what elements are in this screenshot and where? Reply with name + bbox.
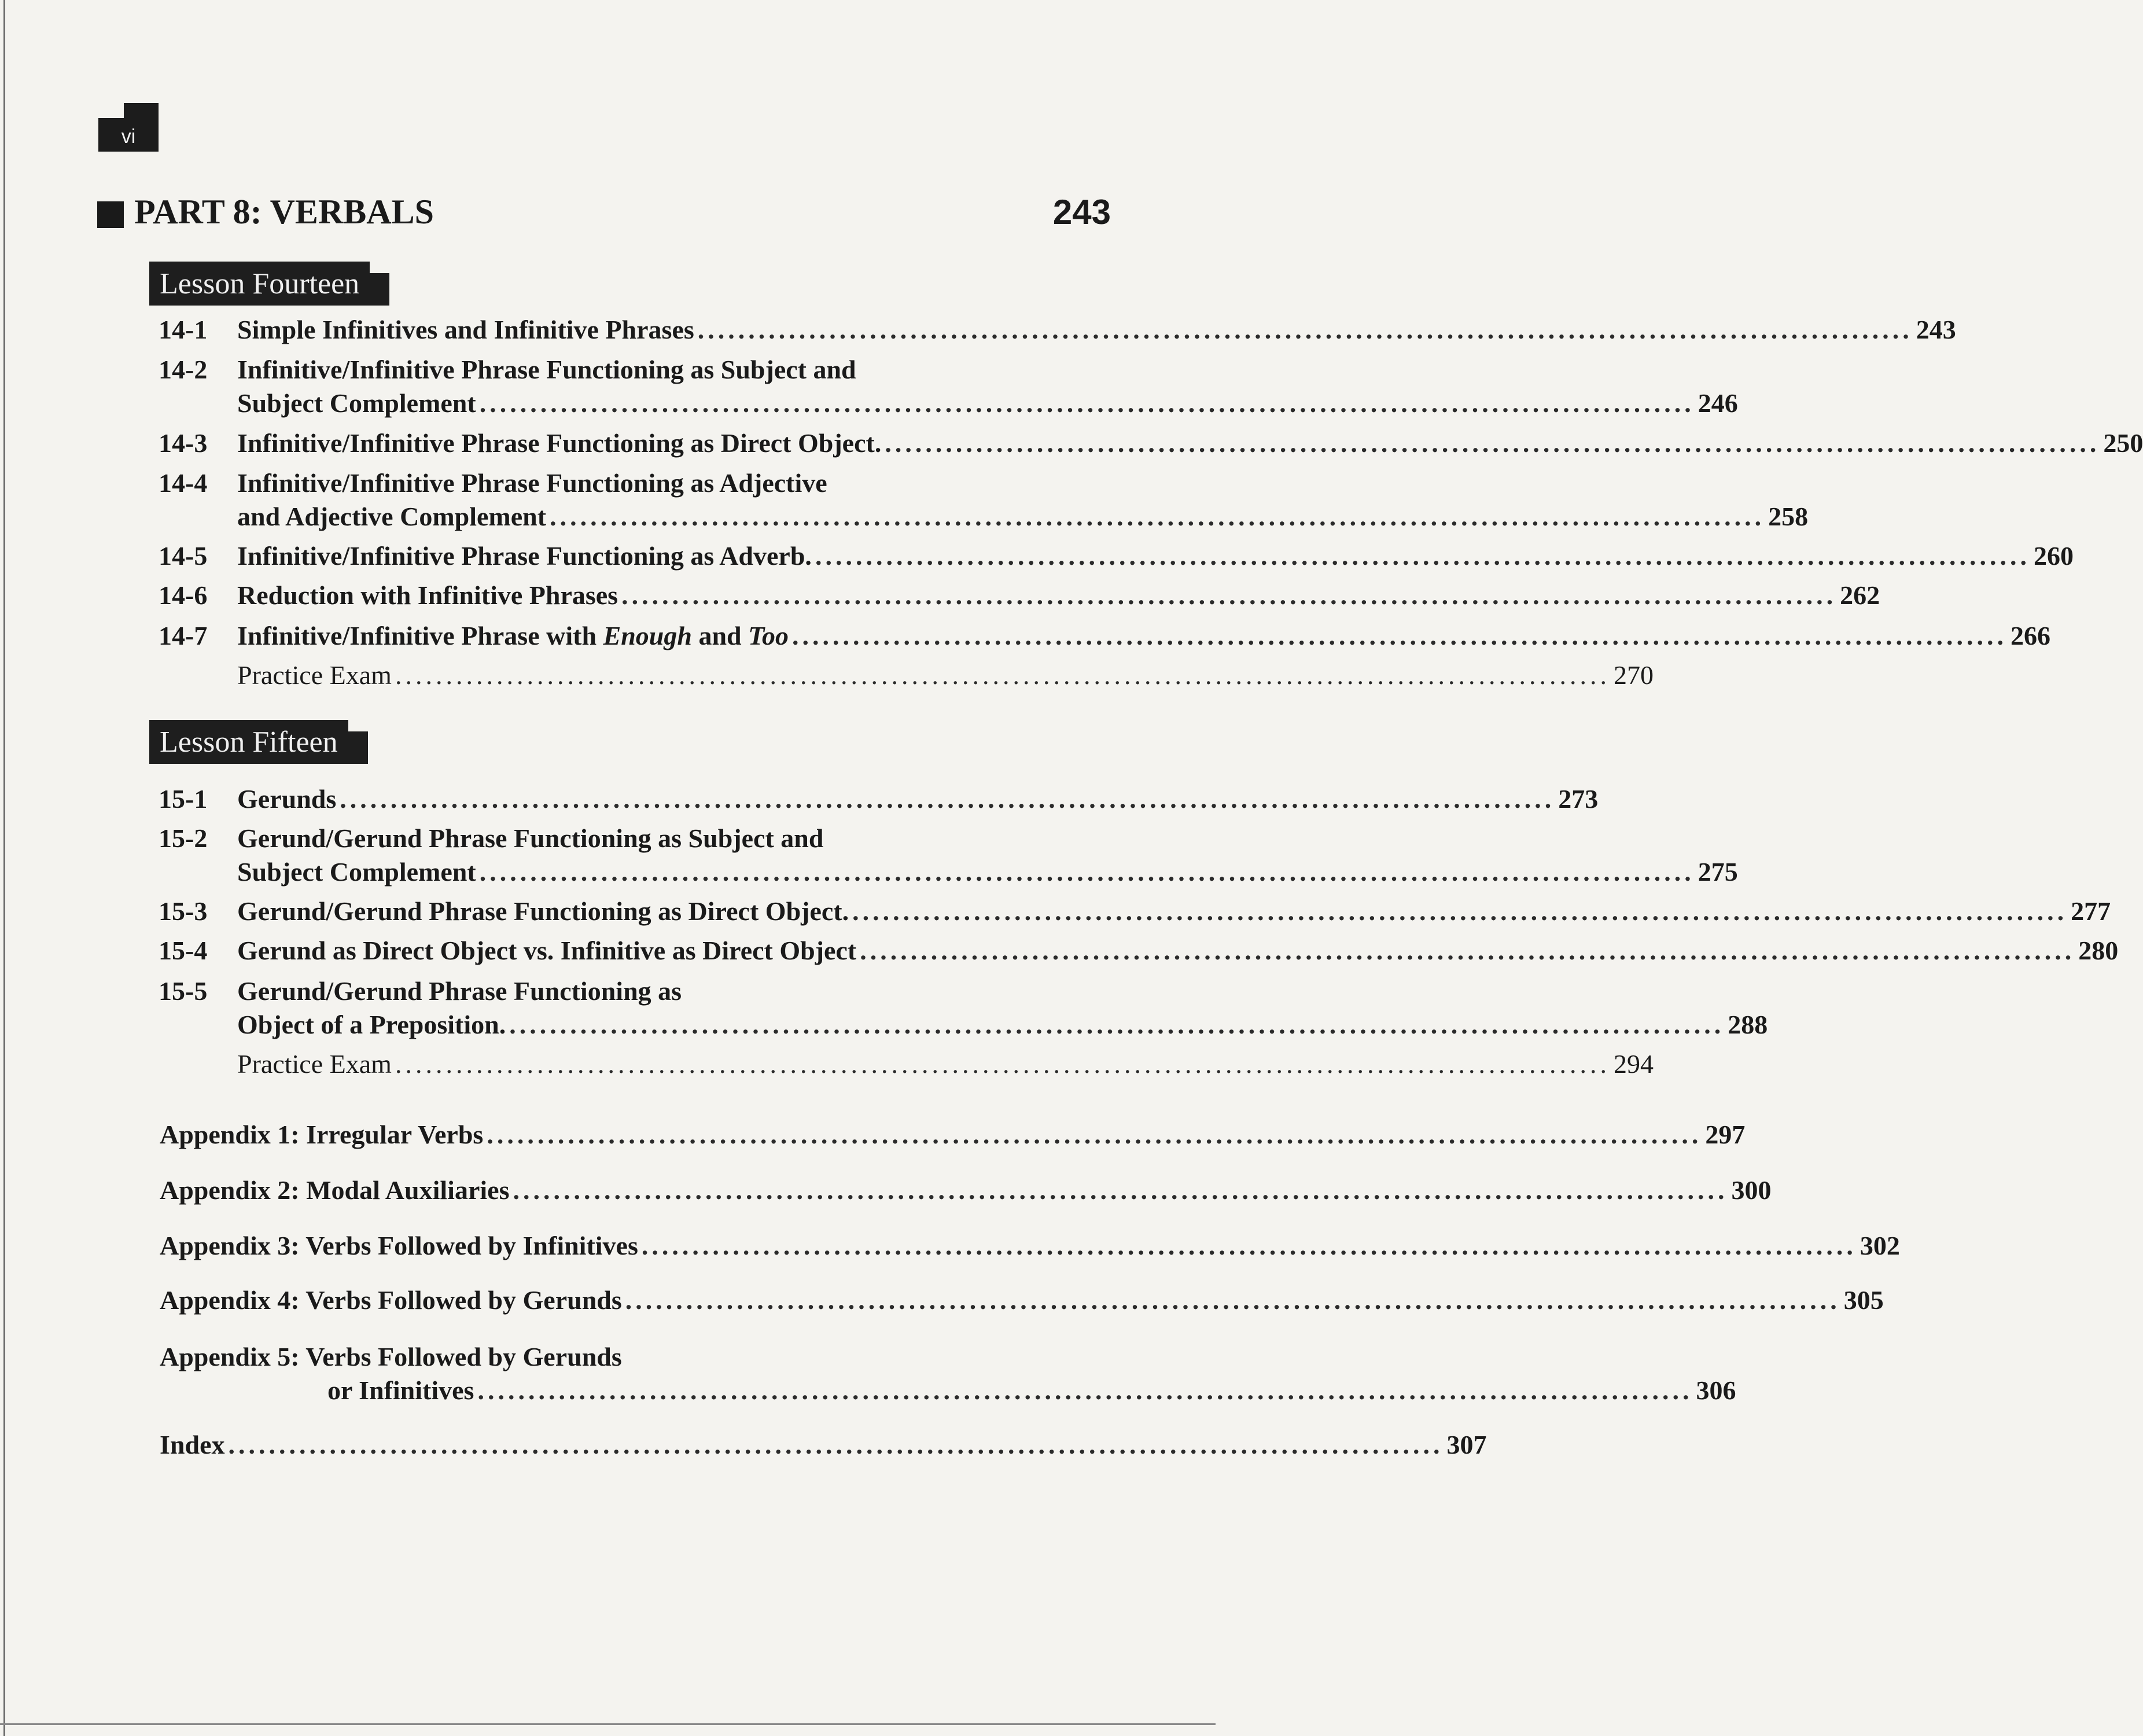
entry-title-emphasis: Enough: [603, 621, 692, 650]
dot-leader: ........................................................................................................................: [625, 1285, 1840, 1315]
dot-leader: ........................................................................................................................: [885, 428, 2100, 458]
appendix-page: 305: [1843, 1285, 1884, 1315]
entry-title-continued: Subject Complement: [237, 857, 476, 887]
entry-title: Gerund as Direct Object vs. Infinitive as Direct Object: [237, 936, 857, 965]
dot-leader: ........................................................................................................................: [395, 660, 1610, 690]
entry-title: Infinitive/Infinitive Phrase Functioning as Subject and: [237, 355, 856, 384]
dot-leader: ........................................................................................................................: [860, 936, 2075, 965]
dot-leader: ........................................................................................................................: [340, 784, 1555, 814]
entry-number: 14-2: [159, 355, 208, 384]
dot-leader: ........................................................................................................................: [513, 1175, 1728, 1205]
appendix-page: 300: [1731, 1175, 1772, 1205]
lesson-heading: [149, 720, 348, 764]
entry-page: 277: [2071, 896, 2111, 926]
entry-title: [237, 619, 789, 653]
entry-number: 14-1: [159, 315, 208, 344]
dot-leader: ........................................................................................................................: [479, 388, 1695, 418]
entry-title: Simple Infinitives and Infinitive Phrases: [237, 315, 694, 344]
entry-title: Gerund/Gerund Phrase Functioning as Direct Object.: [237, 896, 849, 926]
entry-number: 14-4: [159, 468, 208, 498]
page-edge-bottom: [0, 1723, 1216, 1725]
dot-leader: ........................................................................................................................: [228, 1430, 1444, 1459]
entry-title: Gerund/Gerund Phrase Functioning as: [237, 976, 682, 1006]
entry-page: 280: [2078, 936, 2119, 965]
dot-leader: ........................................................................................................................: [697, 315, 1913, 344]
dot-leader: ........................................................................................................................: [852, 896, 2068, 926]
part-page: 243: [1052, 193, 1111, 231]
entry-page: 246: [1698, 388, 1738, 418]
entry-page: 262: [1840, 580, 1880, 610]
entry-number: 14-5: [159, 541, 208, 571]
entry-title: Infinitive/Infinitive Phrase Functioning as Adverb.: [237, 541, 812, 571]
appendix-page: 302: [1860, 1231, 1900, 1260]
entry-page: 258: [1768, 502, 1809, 531]
appendix-title: Appendix 1: Irregular Verbs: [160, 1120, 484, 1149]
heading-tab-notch: [356, 720, 368, 731]
appendix-page: 306: [1696, 1375, 1736, 1405]
entry-page: 266: [2011, 621, 2051, 650]
lesson-heading: [149, 262, 370, 306]
entry-page: 260: [2033, 541, 2074, 571]
appendix-title: Appendix 5: Verbs Followed by Gerunds: [160, 1342, 622, 1371]
index-entry[interactable]: [160, 1428, 1487, 1462]
entry-page: 288: [1728, 1010, 1768, 1039]
dot-leader: ........................................................................................................................: [550, 502, 1765, 531]
entry-title: Reduction with Infinitive Phrases: [237, 580, 618, 610]
entry-title-part: Infinitive/Infinitive Phrase with: [237, 621, 603, 650]
badge-notch: [98, 103, 124, 118]
dot-leader: ........................................................................................................................: [487, 1120, 1702, 1149]
appendix-page: 297: [1705, 1120, 1746, 1149]
page-number: vi: [121, 126, 136, 148]
entry-page: 250: [2103, 428, 2143, 458]
entry-title-part: and: [691, 621, 749, 650]
dot-leader: ........................................................................................................................: [477, 1375, 1693, 1405]
appendix-title: Appendix 2: Modal Auxiliaries: [160, 1175, 510, 1205]
entry-number: 15-1: [159, 784, 208, 814]
entry-title: Practice Exam: [237, 1049, 392, 1079]
entry-page: 270: [1613, 660, 1654, 690]
dot-leader: ........................................................................................................................: [395, 1049, 1610, 1079]
entry-title: Practice Exam: [237, 660, 392, 690]
index-title: Index: [160, 1430, 225, 1459]
square-bullet-icon: [97, 201, 124, 228]
appendix-title-continued: or Infinitives: [327, 1375, 474, 1405]
entry-title: Infinitive/Infinitive Phrase Functioning as Direct Object.: [237, 428, 882, 458]
appendix-title: Appendix 4: Verbs Followed by Gerunds: [160, 1285, 622, 1315]
entry-number: 14-7: [159, 621, 208, 650]
appendix-entry[interactable]: [160, 1340, 1736, 1407]
entry-title-emphasis: Too: [748, 621, 789, 650]
dot-leader: ........................................................................................................................: [509, 1010, 1725, 1039]
page-number-badge: [98, 103, 159, 152]
lesson-title: Lesson Fifteen: [160, 725, 338, 759]
dot-leader: ........................................................................................................................: [641, 1231, 1857, 1260]
entry-number: 15-4: [159, 936, 208, 965]
heading-tab: [348, 731, 368, 764]
part-title: PART 8: VERBALS: [134, 193, 434, 231]
part-heading: [97, 192, 1111, 238]
entry-page: 243: [1916, 315, 1956, 344]
appendix-entry[interactable]: [160, 1229, 1900, 1263]
entry-page: 294: [1613, 1049, 1654, 1079]
entry-title-continued: Subject Complement: [237, 388, 476, 418]
entry-page: 273: [1558, 784, 1599, 814]
entry-number: 14-3: [159, 428, 208, 458]
appendix-entry[interactable]: [160, 1174, 1772, 1207]
dot-leader: ........................................................................................................................: [792, 621, 2008, 650]
entry-number: 15-2: [159, 823, 208, 853]
dot-leader: ........................................................................................................................: [815, 541, 2030, 571]
entry-title: Gerund/Gerund Phrase Functioning as Subject and: [237, 823, 824, 853]
entry-title: Infinitive/Infinitive Phrase Functioning as Adjective: [237, 468, 827, 498]
entry-title: Gerunds: [237, 784, 337, 814]
lesson-title: Lesson Fourteen: [160, 267, 360, 300]
heading-tab-notch: [378, 262, 389, 273]
page-edge: [3, 0, 5, 1736]
index-page: 307: [1446, 1430, 1487, 1459]
heading-tab: [370, 273, 389, 306]
entry-number: 14-6: [159, 580, 208, 610]
entry-number: 15-5: [159, 976, 208, 1006]
dot-leader: ........................................................................................................................: [479, 857, 1695, 887]
entry-title-continued: and Adjective Complement: [237, 502, 547, 531]
appendix-entry[interactable]: [160, 1118, 1746, 1152]
appendix-title: Appendix 3: Verbs Followed by Infinitives: [160, 1231, 638, 1260]
entry-title-continued: Object of a Preposition.: [237, 1010, 506, 1039]
entry-number: 15-3: [159, 896, 208, 926]
appendix-entry[interactable]: [160, 1283, 1884, 1317]
entry-page: 275: [1698, 857, 1738, 887]
dot-leader: ........................................................................................................................: [621, 580, 1837, 610]
